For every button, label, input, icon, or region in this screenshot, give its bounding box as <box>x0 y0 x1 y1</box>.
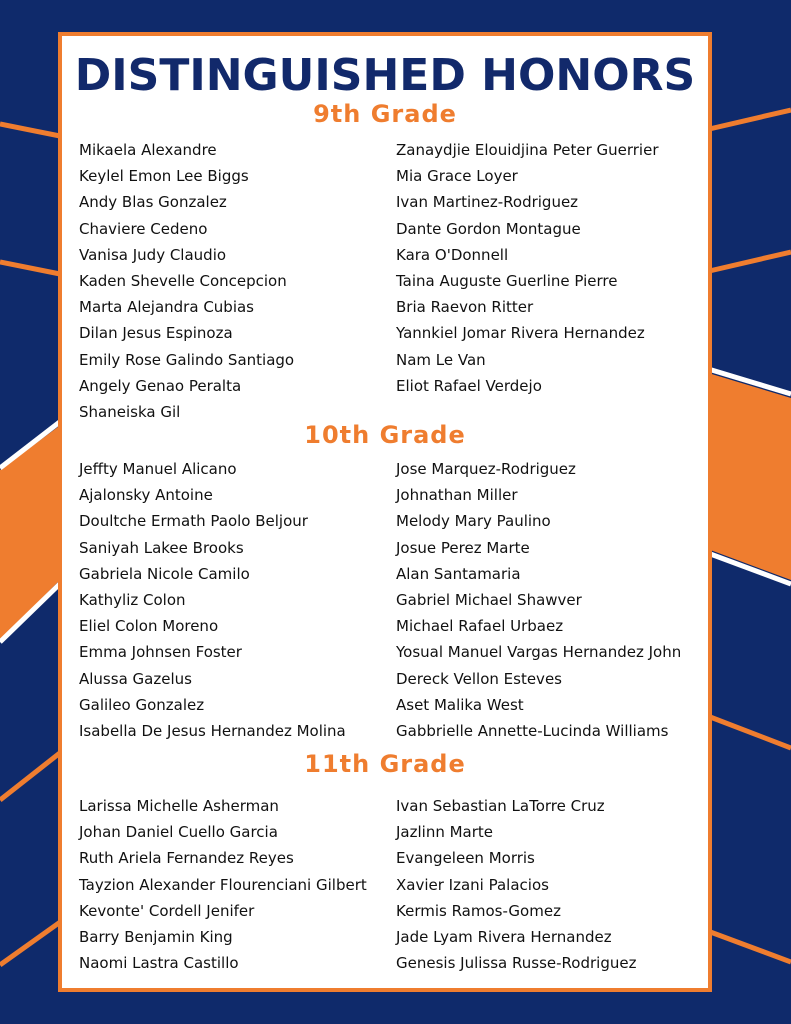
honoree-name: Kara O'Donnell <box>396 245 509 264</box>
honoree-name: Keylel Emon Lee Biggs <box>79 167 249 186</box>
honoree-name: Xavier Izani Palacios <box>396 875 549 894</box>
honoree-name: Doultche Ermath Paolo Beljour <box>79 512 308 531</box>
honoree-name: Kathyliz Colon <box>79 590 186 609</box>
honoree-name: Alan Santamaria <box>396 564 521 583</box>
honoree-name: Eliot Rafael Verdejo <box>396 376 542 395</box>
grade-9-heading: 9th Grade <box>313 100 457 128</box>
honoree-name: Jose Marquez-Rodriguez <box>396 460 576 478</box>
page-title: DISTINGUISHED HONORS <box>74 50 696 101</box>
honoree-name: Dilan Jesus Espinoza <box>79 324 233 343</box>
honors-card <box>58 32 712 992</box>
honoree-name: Mia Grace Loyer <box>396 167 518 186</box>
honoree-name: Jazlinn Marte <box>396 823 494 842</box>
honoree-name: Saniyah Lakee Brooks <box>79 538 244 557</box>
grade-11-left-list <box>79 793 367 976</box>
honoree-name: Vanisa Judy Claudio <box>79 245 227 264</box>
honoree-name: Kevonte' Cordell Jenifer <box>79 901 255 920</box>
honoree-name: Ajalonsky Antoine <box>79 486 213 505</box>
honoree-name: Yannkiel Jomar Rivera Hernandez <box>396 324 645 343</box>
honoree-name: Evangeleen Morris <box>396 849 535 868</box>
honoree-name: Shaneiska Gil <box>79 402 181 421</box>
honoree-name: Dante Gordon Montague <box>396 219 581 238</box>
grade-10-heading: 10th Grade <box>304 421 466 449</box>
honoree-name: Chaviere Cedeno <box>79 219 208 238</box>
honoree-name: Tayzion Alexander Flourenciani Gilbert <box>79 875 367 894</box>
honoree-name: Aset Malika West <box>396 695 524 714</box>
honoree-name: Josue Perez Marte <box>396 538 530 557</box>
grade-10-right-list <box>396 456 681 744</box>
grade-11-heading: 11th Grade <box>304 750 466 778</box>
honoree-name: Melody Mary Paulino <box>396 512 551 531</box>
honoree-name: Emma Johnsen Foster <box>79 643 242 662</box>
honoree-name: Emily Rose Galindo Santiago <box>79 350 295 369</box>
grade-10-left-list <box>79 456 346 744</box>
honoree-name: Mikaela Alexandre <box>79 141 217 159</box>
honoree-name: Jade Lyam Rivera Hernandez <box>396 927 612 946</box>
honoree-name: Barry Benjamin King <box>79 927 233 946</box>
honoree-name: Galileo Gonzalez <box>79 695 205 714</box>
honoree-name: Gabriela Nicole Camilo <box>79 564 250 583</box>
honoree-name: Andy Blas Gonzalez <box>79 193 227 212</box>
honoree-name: Taina Auguste Guerline Pierre <box>396 271 618 290</box>
honoree-name: Gabriel Michael Shawver <box>396 590 582 609</box>
honoree-name: Genesis Julissa Russe-Rodriguez <box>396 954 637 973</box>
honoree-name: Ivan Sebastian LaTorre Cruz <box>396 797 605 815</box>
honoree-name: Gabbrielle Annette-Lucinda Williams <box>396 721 669 740</box>
honoree-name: Dereck Vellon Esteves <box>396 669 562 688</box>
honoree-name: Kaden Shevelle Concepcion <box>79 271 287 290</box>
honoree-name: Eliel Colon Moreno <box>79 617 219 636</box>
honoree-name: Yosual Manuel Vargas Hernandez John <box>396 643 682 662</box>
honoree-name: Marta Alejandra Cubias <box>79 298 254 317</box>
honoree-name: Isabella De Jesus Hernandez Molina <box>79 721 346 740</box>
grade-11-right-list <box>396 793 636 976</box>
honoree-name: Johan Daniel Cuello Garcia <box>79 823 278 842</box>
honoree-name: Zanaydjie Elouidjina Peter Guerrier <box>396 141 659 159</box>
honoree-name: Larissa Michelle Asherman <box>79 797 279 815</box>
honoree-name: Jeffty Manuel Alicano <box>79 460 237 478</box>
honoree-name: Bria Raevon Ritter <box>396 298 534 317</box>
honoree-name: Alussa Gazelus <box>79 669 192 688</box>
honoree-name: Ivan Martinez-Rodriguez <box>396 193 579 212</box>
honoree-name: Nam Le Van <box>396 350 486 369</box>
honoree-name: Ruth Ariela Fernandez Reyes <box>79 849 294 868</box>
honoree-name: Angely Genao Peralta <box>79 376 242 395</box>
honoree-name: Michael Rafael Urbaez <box>396 617 564 636</box>
grade-9-right-list <box>396 137 659 399</box>
honoree-name: Johnathan Miller <box>396 486 518 505</box>
honoree-name: Naomi Lastra Castillo <box>79 954 239 973</box>
grade-9-left-list <box>79 137 294 425</box>
honoree-name: Kermis Ramos-Gomez <box>396 901 561 920</box>
